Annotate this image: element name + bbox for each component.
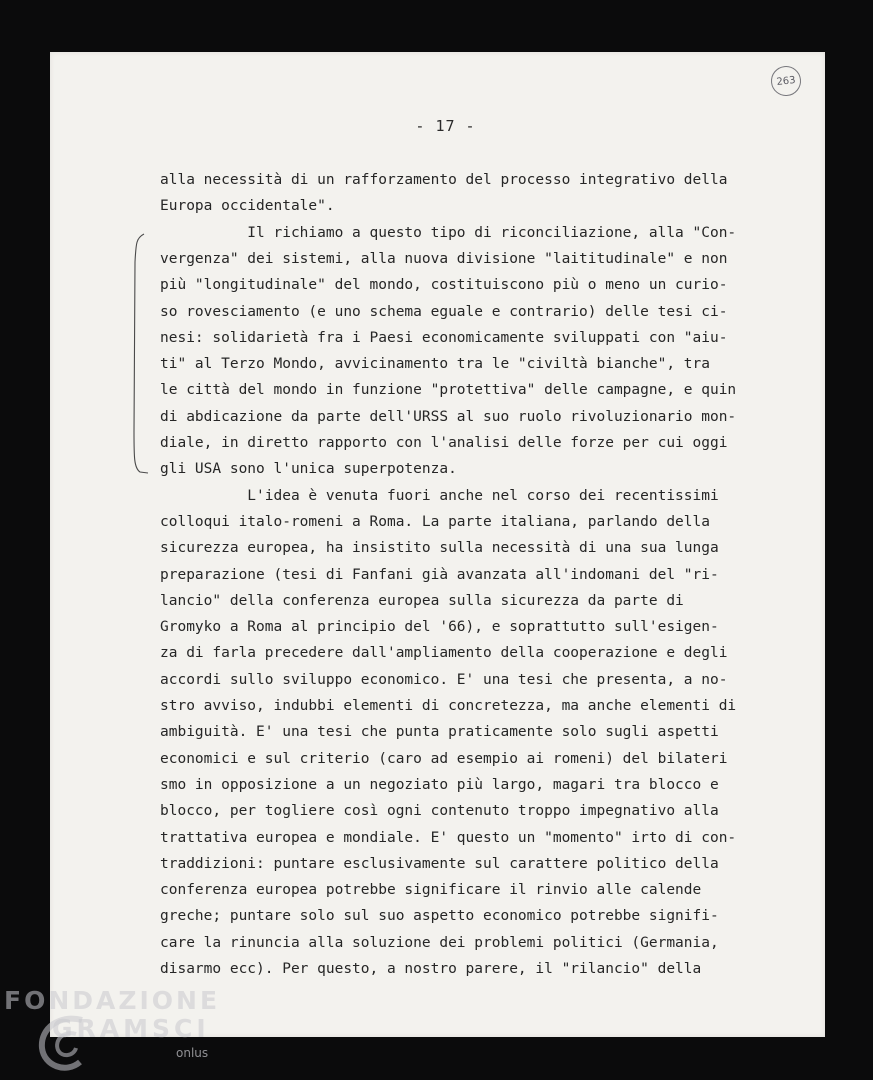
text-line: trattativa europea e mondiale. E' questo un "momento" irto di con-	[160, 829, 737, 846]
text-line: preparazione (tesi di Fanfani già avanzata all'indomani del "ri-	[160, 566, 719, 583]
watermark-line1: FONDAZIONE	[4, 986, 221, 1015]
text-line: economici e sul criterio (caro ad esempio ai romeni) del bilateri	[160, 750, 728, 767]
archive-stamp-number: 263	[775, 74, 797, 88]
watermark-logo	[4, 986, 244, 1076]
text-line: Europa occidentale".	[160, 198, 335, 215]
text-line: blocco, per togliere così ogni contenuto troppo impegnativo alla	[160, 803, 719, 820]
text-line: ambiguità. E' una tesi che punta praticamente solo sugli aspetti	[160, 724, 719, 741]
text-line: ti" al Terzo Mondo, avvicinamento tra le "civiltà bianche", tra	[160, 356, 710, 373]
text-line: gli USA sono l'unica superpotenza.	[160, 461, 457, 478]
text-line: stro avviso, indubbi elementi di concretezza, ma anche elementi di	[160, 698, 737, 714]
text-line: Il richiamo a questo tipo di riconciliazione, alla "Con-	[160, 224, 737, 241]
text-line: smo in opposizione a un negoziato più largo, magari tra blocco e	[160, 776, 719, 793]
text-line: di abdicazione da parte dell'URSS al suo ruolo rivoluzionario mon-	[160, 408, 737, 425]
watermark-line2: GRAMSCI	[52, 1014, 210, 1043]
text-line: greche; puntare solo sul suo aspetto economico potrebbe signifi-	[160, 908, 719, 925]
text-line: disarmo ecc). Per questo, a nostro parere, il "rilancio" della	[160, 961, 702, 977]
text-line: alla necessità di un rafforzamento del processo integrativo della	[160, 172, 728, 188]
text-line: za di farla precedere dall'ampliamento della cooperazione e degli	[160, 645, 728, 662]
text-line: lancio" della conferenza europea sulla sicurezza da parte di	[160, 592, 684, 609]
watermark-onlus: onlus	[176, 1046, 209, 1060]
text-line: care la rinuncia alla soluzione dei problemi politici (Germania,	[160, 934, 719, 951]
text-line: Gromyko a Roma al principio del '66), e soprattutto sull'esigen-	[160, 619, 719, 636]
text-line: sicurezza europea, ha insistito sulla necessità di una sua lunga	[160, 540, 719, 557]
text-line: traddizioni: puntare esclusivamente sul carattere politico della	[160, 855, 719, 872]
text-line: nesi: solidarietà fra i Paesi economicamente sviluppati con "aiu-	[160, 329, 728, 346]
text-line: vergenza" dei sistemi, alla nuova divisione "laititudinale" e non	[160, 250, 728, 267]
text-line: colloqui italo-romeni a Roma. La parte italiana, parlando della	[160, 513, 710, 530]
text-line: più "longitudinale" del mondo, costituiscono più o meno un curio-	[160, 277, 728, 294]
text-line: diale, in diretto rapporto con l'analisi delle forze per cui oggi	[160, 435, 728, 451]
text-line: accordi sullo sviluppo economico. E' una tesi che presenta, a no-	[160, 671, 728, 688]
text-line: conferenza europea potrebbe significare il rinvio alle calende	[160, 882, 702, 899]
text-line: L'idea è venuta fuori anche nel corso dei recentissimi	[160, 487, 719, 504]
text-line: so rovesciamento (e uno schema eguale e contrario) delle tesi ci-	[160, 303, 728, 320]
text-line: le città del mondo in funzione "protettiva" delle campagne, e quin	[160, 382, 737, 399]
page-number: - 17 -	[415, 117, 476, 135]
